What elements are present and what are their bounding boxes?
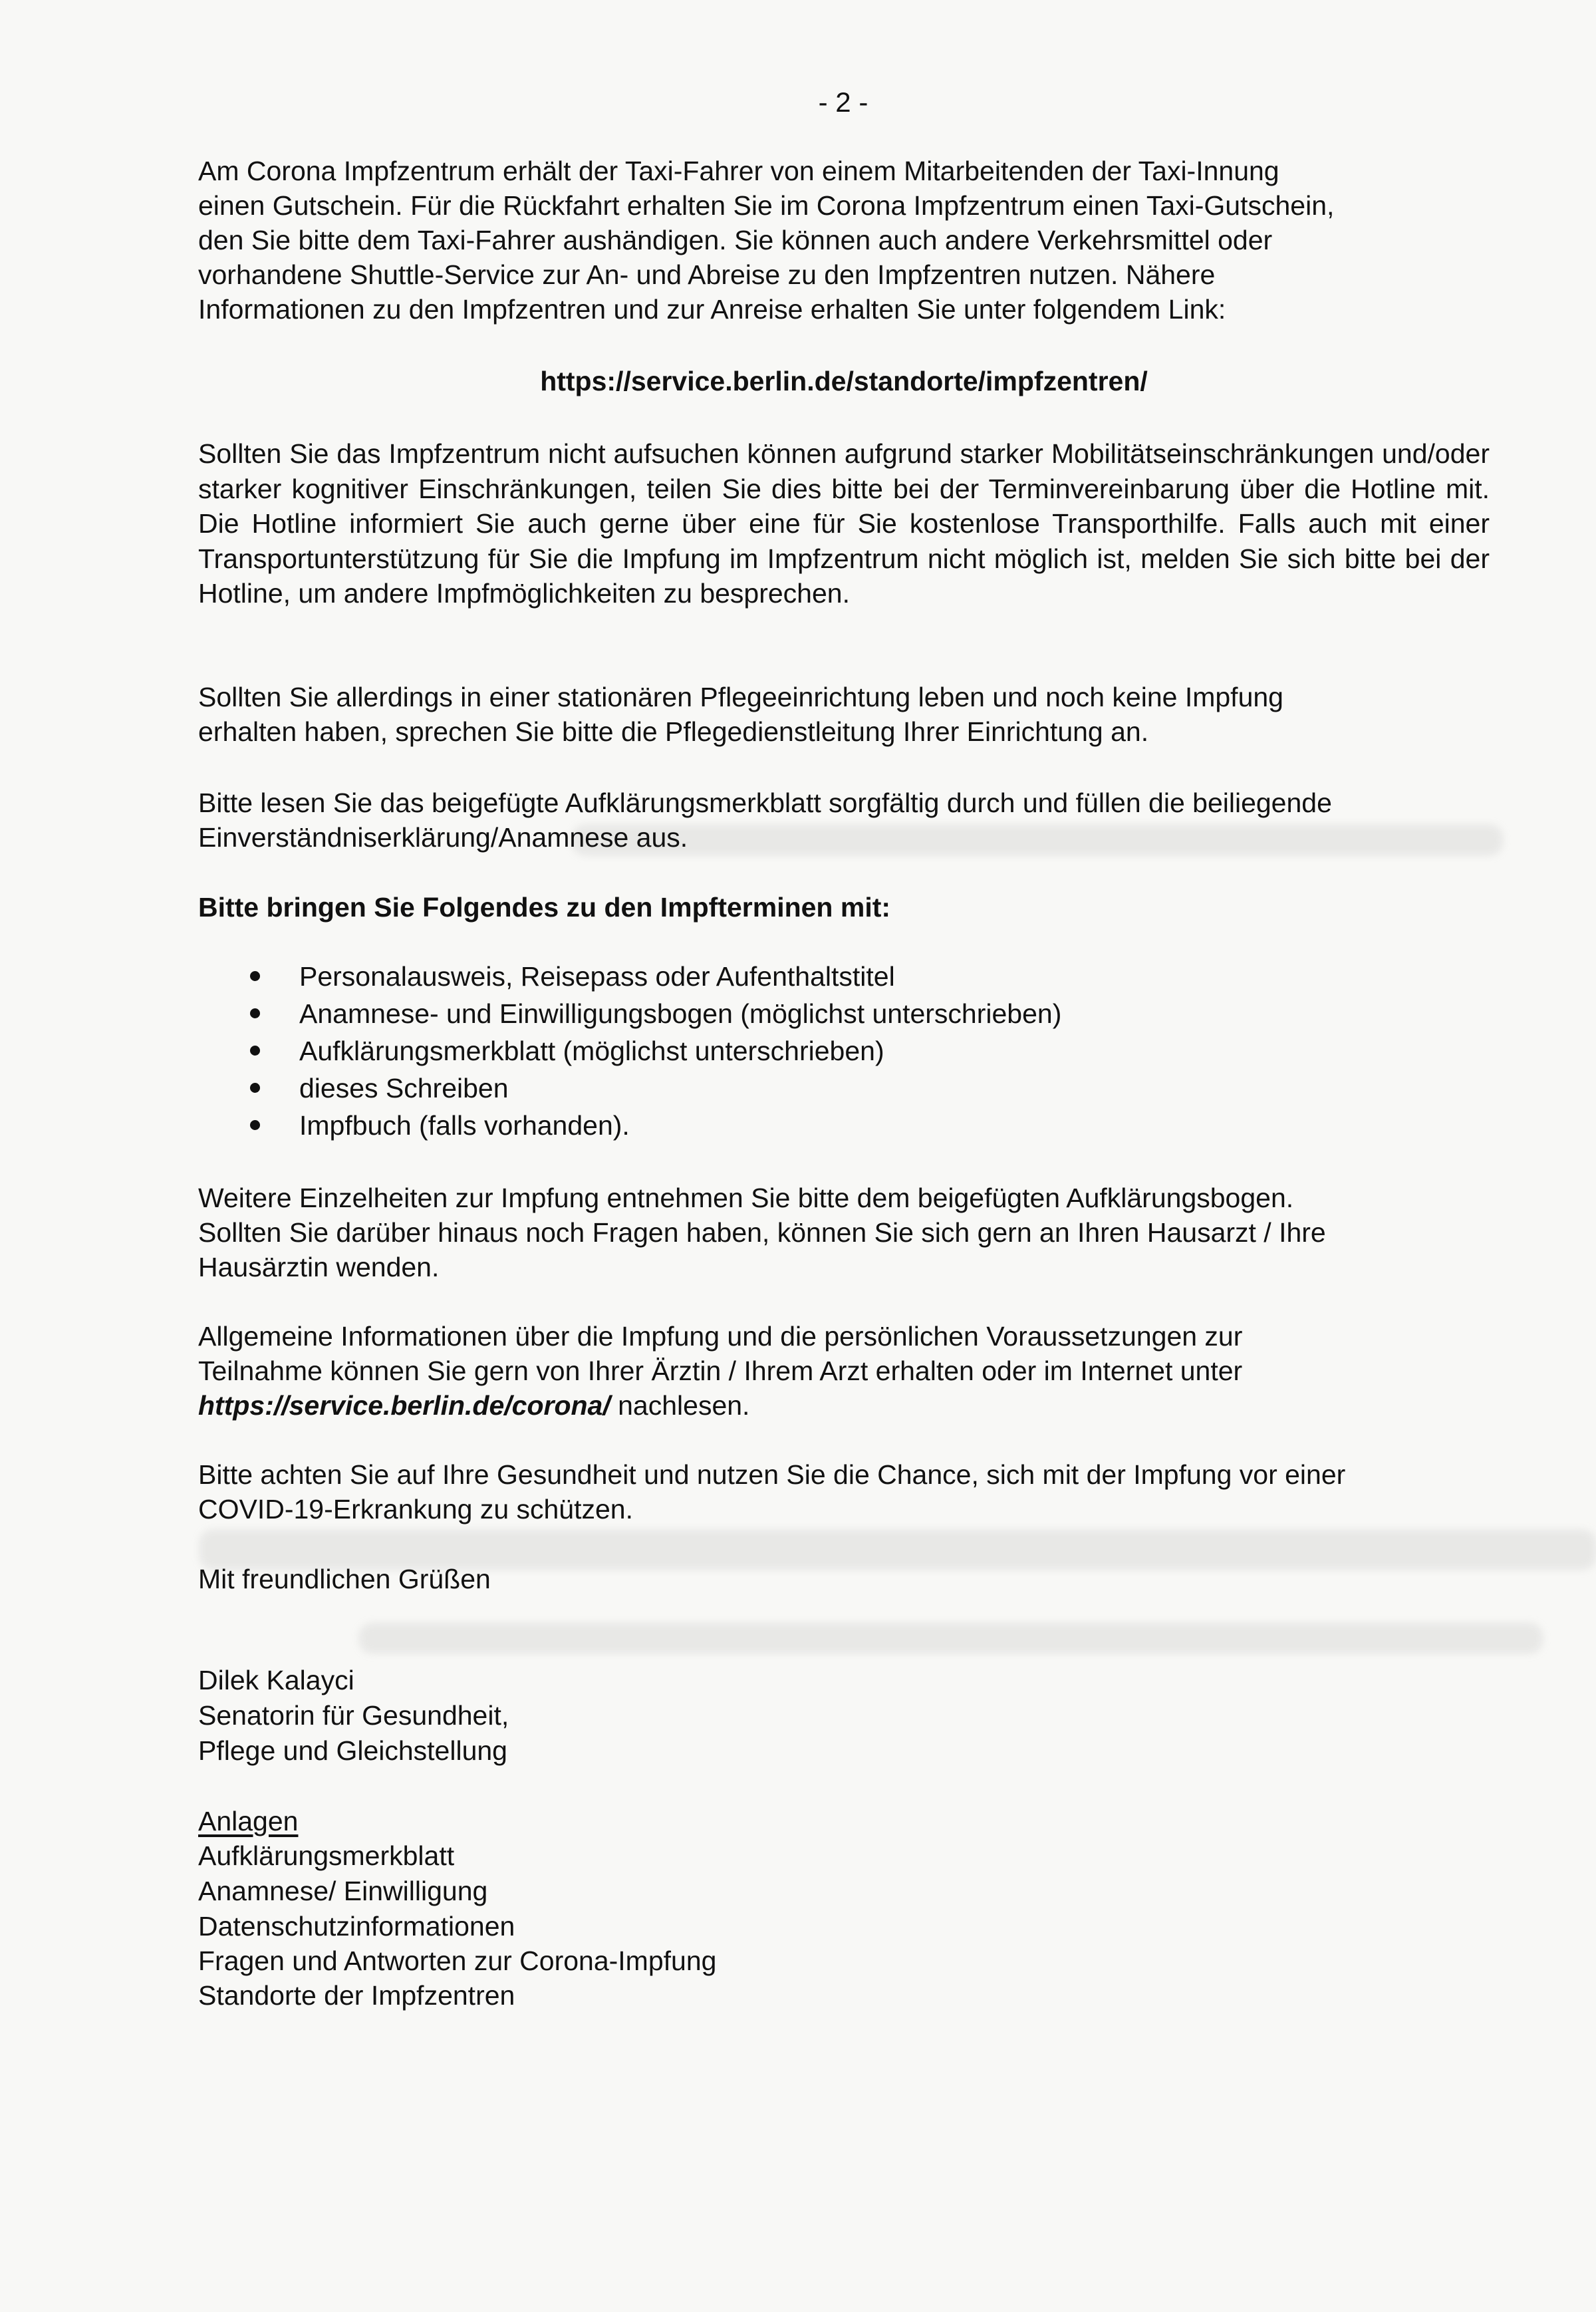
list-item bbox=[198, 995, 1061, 1032]
list-item-text: Anamnese- und Einwilligungsbogen (möglichst unterschrieben) bbox=[299, 998, 1062, 1029]
link-impfzentren[interactable]: https://service.berlin.de/standorte/impfzentren/ bbox=[540, 366, 1148, 396]
attachment-item: Anamnese/ Einwilligung bbox=[198, 1876, 488, 1906]
attachment-item: Standorte der Impfzentren bbox=[198, 1980, 515, 2011]
paragraph-taxi-line: vorhandene Shuttle-Service zur An- und Abreise zu den Impfzentren nutzen. Nähere bbox=[198, 259, 1216, 290]
attachments-heading: Anlagen bbox=[198, 1806, 299, 1836]
list-item bbox=[198, 1070, 1061, 1107]
paragraph-taxi-line: Informationen zu den Impfzentren und zur Anreise erhalten Sie unter folgendem Link: bbox=[198, 294, 1226, 325]
link-corona-tail: nachlesen. bbox=[610, 1390, 750, 1421]
bullet-icon bbox=[250, 1083, 260, 1093]
paragraph-general-info-line bbox=[198, 1388, 749, 1423]
paragraph-mobility: Sollten Sie das Impfzentrum nicht aufsuchen können aufgrund starker Mobilitätseinschränkungen und/oder starker kognitiver Einschränkungen, teilen Sie dies bitte bei der Terminvereinbarung über die Hotline mit. Die Hotline informiert Sie auch gerne über eine für Sie kostenlose Transporthilfe. Falls auch mit einer Transportunterstützung für Sie die Impfung im Impfzentrum nicht möglich ist, melden Sie sich bitte bei der Hotline, um andere Impfmöglichkeiten zu besprechen. bbox=[198, 438, 1490, 609]
bullet-icon bbox=[250, 971, 260, 981]
paragraph-taxi-line: Am Corona Impfzentrum erhält der Taxi-Fahrer von einem Mitarbeitenden der Taxi-Innung bbox=[198, 156, 1279, 186]
paragraph-health-line: Bitte achten Sie auf Ihre Gesundheit und nutzen Sie die Chance, sich mit der Impfung vor einer bbox=[198, 1459, 1346, 1490]
list-item-text: Aufklärungsmerkblatt (möglichst unterschrieben) bbox=[299, 1036, 884, 1066]
signatory-name: Dilek Kalayci bbox=[198, 1665, 354, 1695]
bring-items-list bbox=[198, 958, 1061, 1144]
bullet-icon bbox=[250, 1046, 260, 1056]
link-corona[interactable]: https://service.berlin.de/corona/ bbox=[198, 1390, 610, 1421]
attachment-item: Fragen und Antworten zur Corona-Impfung bbox=[198, 1946, 717, 1976]
list-item-text: Impfbuch (falls vorhanden). bbox=[299, 1110, 630, 1141]
paragraph-info-sheet-line: Einverständniserklärung/Anamnese aus. bbox=[198, 822, 688, 853]
scan-bleed-through bbox=[572, 825, 1503, 855]
scan-bleed-through bbox=[359, 1623, 1543, 1654]
paragraph-further-details-line: Weitere Einzelheiten zur Impfung entnehmen Sie bitte dem beigefügten Aufklärungsbogen. bbox=[198, 1183, 1294, 1213]
attachment-item: Datenschutzinformationen bbox=[198, 1911, 515, 1942]
attachment-item: Aufklärungsmerkblatt bbox=[198, 1840, 455, 1871]
paragraph-general-info-line: Teilnahme können Sie gern von Ihrer Ärztin / Ihrem Arzt erhalten oder im Internet unter bbox=[198, 1356, 1243, 1386]
paragraph-taxi-line: den Sie bitte dem Taxi-Fahrer aushändigen. Sie können auch andere Verkehrsmittel oder bbox=[198, 225, 1273, 255]
list-item-text: Personalausweis, Reisepass oder Aufenthaltstitel bbox=[299, 961, 895, 992]
bullet-icon bbox=[250, 1008, 260, 1018]
list-item bbox=[198, 1107, 1061, 1144]
closing-salutation: Mit freundlichen Grüßen bbox=[198, 1564, 491, 1594]
bullet-icon bbox=[250, 1120, 260, 1130]
signatory-title: Pflege und Gleichstellung bbox=[198, 1735, 507, 1766]
paragraph-care-facility-line: erhalten haben, sprechen Sie bitte die Pflegedienstleitung Ihrer Einrichtung an. bbox=[198, 716, 1149, 747]
page-number: - 2 - bbox=[818, 86, 868, 118]
list-item bbox=[198, 958, 1061, 995]
paragraph-care-facility-line: Sollten Sie allerdings in einer stationären Pflegeeinrichtung leben und noch keine Impfung bbox=[198, 682, 1283, 712]
paragraph-health-line: COVID-19-Erkrankung zu schützen. bbox=[198, 1494, 633, 1524]
bring-items-heading: Bitte bringen Sie Folgendes zu den Impfterminen mit: bbox=[198, 892, 891, 923]
paragraph-info-sheet-line: Bitte lesen Sie das beigefügte Aufklärungsmerkblatt sorgfältig durch und füllen die beiliegende bbox=[198, 788, 1332, 818]
paragraph-further-details-line: Sollten Sie darüber hinaus noch Fragen haben, können Sie sich gern an Ihren Hausarzt / Ihre bbox=[198, 1217, 1326, 1248]
list-item-text: dieses Schreiben bbox=[299, 1073, 509, 1103]
list-item bbox=[198, 1032, 1061, 1070]
paragraph-further-details-line: Hausärztin wenden. bbox=[198, 1252, 440, 1282]
paragraph-taxi-line: einen Gutschein. Für die Rückfahrt erhalten Sie im Corona Impfzentrum einen Taxi-Gutschein, bbox=[198, 190, 1335, 221]
paragraph-general-info-line: Allgemeine Informationen über die Impfung und die persönlichen Voraussetzungen zur bbox=[198, 1321, 1243, 1352]
signatory-title: Senatorin für Gesundheit, bbox=[198, 1700, 509, 1731]
